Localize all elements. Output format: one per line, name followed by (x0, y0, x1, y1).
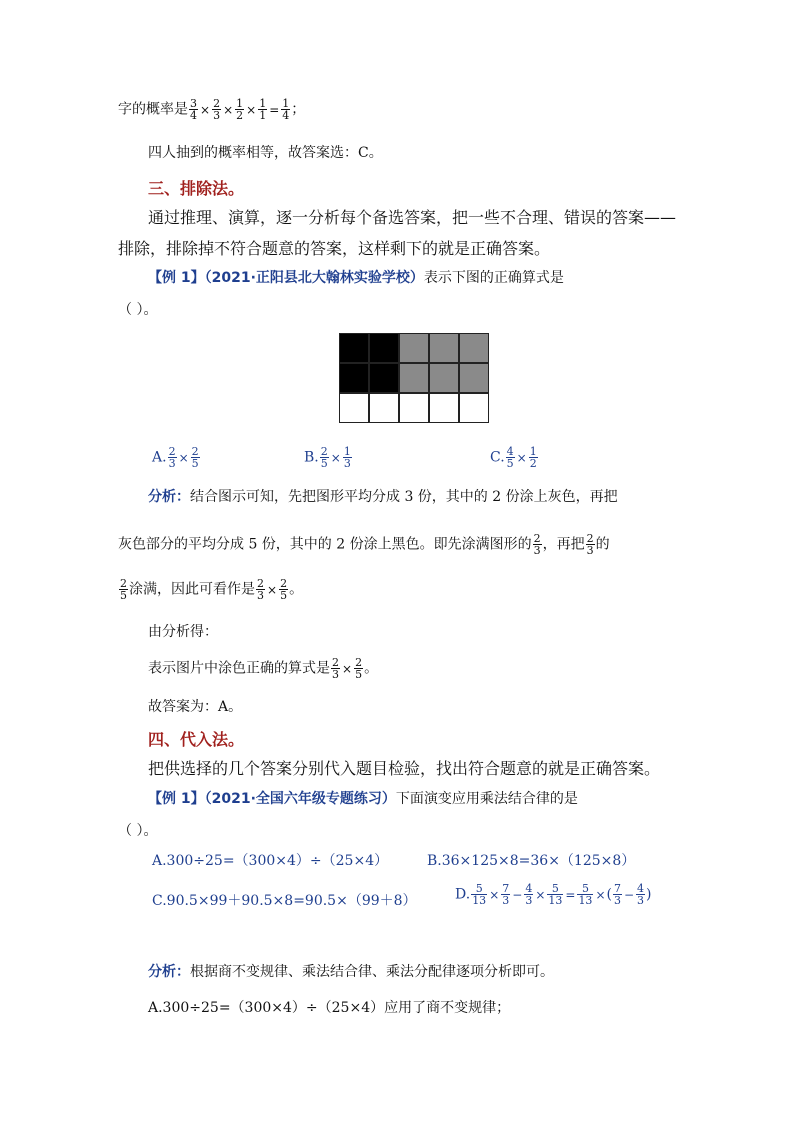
grid-cell-white (459, 393, 489, 423)
option-d: D. $\frac{5}{13}$ × $\frac{7}{3}$ − $\frac{4}{3}$ × $\frac{5}{13}$ = $\frac{5}{13}$ ×( $\frac{7}{3}$ − $\frac{4}{3}$ ) (455, 882, 652, 907)
answer-line: 故答案为：A。 (148, 699, 243, 715)
example-source: （2021·正阳县北大翰林实验学校） (204, 270, 424, 286)
answer-blank: （ ）。 (118, 302, 158, 318)
text: 的 (595, 536, 610, 553)
text: 。 (364, 660, 379, 677)
text: 根据商不变规律、乘法结合律、乘法分配律逐项分析即可。 (190, 964, 554, 980)
option-c: C. $\frac{4}{5}$ × $\frac{1}{2}$ (490, 445, 537, 470)
grid-cell-gray (429, 333, 459, 363)
paragraph: 通过推理、演算，逐一分析每个备选答案，把一些不合理、错误的答案—— (148, 208, 677, 227)
grid-cell-gray (399, 363, 429, 393)
example-tag: 【例 1】 (148, 270, 205, 286)
analysis-tag: 分析： (148, 489, 190, 505)
text: 。 (289, 581, 304, 598)
grid-cell-white (399, 393, 429, 423)
grid-cell-black (339, 333, 369, 363)
op: = (269, 102, 280, 117)
analysis-line-1 (148, 962, 554, 982)
grid-cell-black (369, 333, 399, 363)
option-b: B. $\frac{2}{5}$ × $\frac{1}{3}$ (304, 445, 351, 470)
from-analysis: 由分析得： (148, 624, 218, 640)
example-header (148, 789, 578, 809)
text: 涂满，因此可看作是 (129, 581, 255, 598)
grid-cell-white (429, 393, 459, 423)
probability-line (118, 98, 305, 121)
fraction: $\frac{1}{4}$ (282, 97, 290, 122)
grid-cell-black (369, 363, 399, 393)
text: ； (291, 101, 306, 118)
shaded-grid-figure (339, 333, 489, 423)
text: 灰色部分的平均分成 5 份，其中的 2 份涂上黑色。即先涂满图形的 (118, 536, 532, 553)
option-a: A.300÷25=（300×4）÷（25×4） (152, 853, 389, 869)
example-question: 下面演变应用乘法结合律的是 (395, 791, 578, 807)
grid-cell-gray (429, 363, 459, 393)
grid-cell-white (339, 393, 369, 423)
grid-cell-gray (399, 333, 429, 363)
result-line: 表示图片中涂色正确的算式是 $\frac{2}{3}$ × $\frac{2}{5}$ 。 (148, 656, 379, 681)
grid-cell-black (339, 363, 369, 393)
fraction: $\frac{1}{2}$ (236, 97, 244, 122)
grid-cell-gray (459, 333, 489, 363)
op: × (200, 102, 211, 117)
example-header (148, 268, 564, 288)
answer-line: 四人抽到的概率相等，故答案选：C。 (148, 145, 383, 161)
example-question: 表示下图的正确算式是 (423, 270, 564, 286)
grid-cell-white (369, 393, 399, 423)
text: 字的概率是 (118, 101, 188, 118)
text: ，再把 (542, 536, 585, 553)
option-a: A. $\frac{2}{3}$ × $\frac{2}{5}$ (152, 445, 199, 470)
analysis-tag: 分析： (148, 964, 190, 980)
option-b: B.36×125×8=36×（125×8） (427, 853, 636, 869)
grid-cell-gray (459, 363, 489, 393)
op: × (246, 102, 257, 117)
fraction: $\frac{1}{1}$ (259, 97, 267, 122)
paragraph: 把供选择的几个答案分别代入题目检验，找出符合题意的就是正确答案。 (148, 759, 661, 778)
text: 结合图示可知，先把图形平均分成 3 份，其中的 2 份涂上灰色，再把 (190, 489, 618, 505)
analysis-line-2: A.300÷25=（300×4）÷（25×4）应用了商不变规律； (148, 1000, 511, 1016)
section-heading-3: 三、排除法。 (148, 179, 245, 198)
analysis-line-2: 灰色部分的平均分成 5 份，其中的 2 份涂上黑色。即先涂满图形的 $\frac{2}{3}$ ，再把 $\frac{2}{3}$ 的 (118, 532, 610, 557)
fraction: $\frac{3}{4}$ (190, 97, 197, 122)
op: × (223, 102, 234, 117)
example-tag: 【例 1】 (148, 791, 205, 807)
option-c: C.90.5×99＋90.5×8=90.5×（99＋8） (152, 893, 417, 909)
analysis-line-1 (148, 487, 618, 507)
paragraph: 排除，排除掉不符合题意的答案，这样剩下的就是正确答案。 (118, 239, 551, 258)
example-source: （2021·全国六年级专题练习） (204, 791, 396, 807)
fraction: $\frac{2}{3}$ (213, 97, 221, 122)
analysis-line-3: $\frac{2}{5}$ 涂满，因此可看作是 $\frac{2}{3}$ × $\frac{2}{5}$ 。 (120, 577, 304, 602)
answer-blank: （ ）。 (118, 823, 158, 839)
text: 表示图片中涂色正确的算式是 (148, 660, 330, 677)
section-heading-4: 四、代入法。 (148, 730, 245, 749)
